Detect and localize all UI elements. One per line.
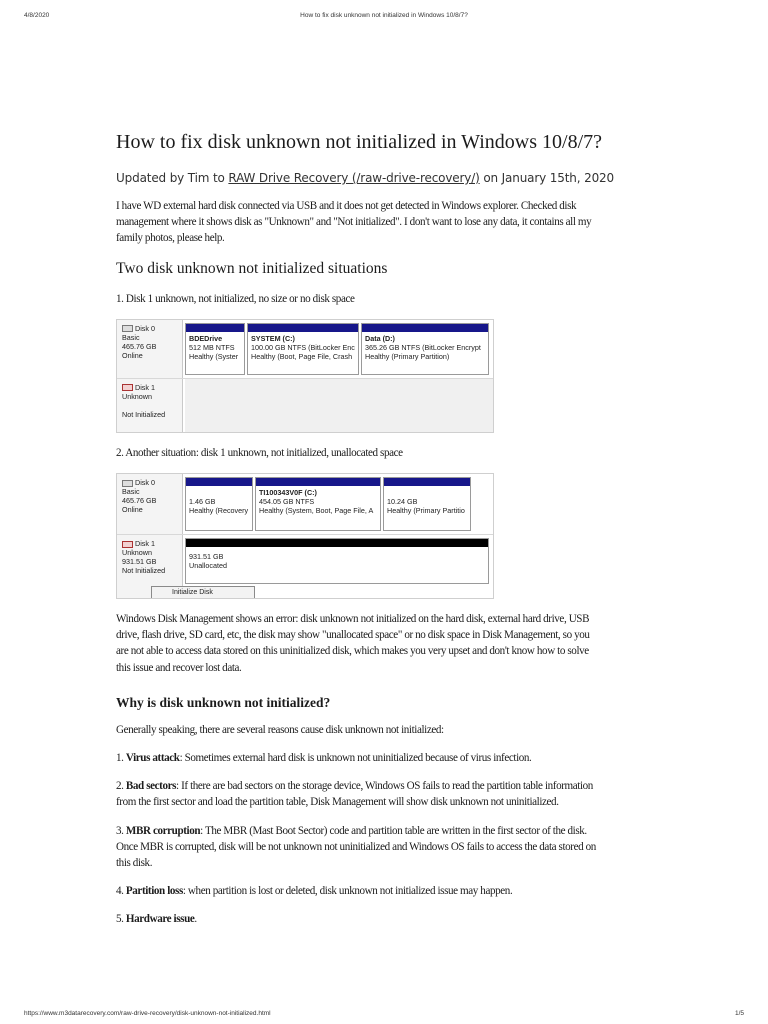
print-date: 4/8/2020 xyxy=(24,12,50,19)
unallocated-label: Unallocated xyxy=(189,561,227,571)
intro-paragraph: I have WD external hard disk connected via USB and it does not get detected in Windows explorer. Checked disk management where it shows disk as "Unknown" and "Not initialized". I don't want to lose any data, it contains all my family photos, please help. xyxy=(116,200,592,245)
disk-0-size: 465.76 GB xyxy=(122,341,157,351)
section-heading-situations: Two disk unknown not initialized situations xyxy=(116,259,388,277)
print-title: How to fix disk unknown not initialized in Windows 10/8/7? xyxy=(300,12,468,19)
page-number: 1/5 xyxy=(734,1010,744,1017)
situation-2-caption: 2. Another situation: disk 1 unknown, not initialized, unallocated space xyxy=(116,446,403,459)
disk-0-size: 465.76 GB xyxy=(122,496,157,506)
partition-status: Healthy (System, Boot, Page File, A xyxy=(259,506,374,516)
disk-1-row xyxy=(117,379,493,432)
partition-name: BDEDrive xyxy=(189,333,223,343)
reason-item: 1. Virus attack: Sometimes external hard disk is unknown not uninitialized because of virus infection. xyxy=(116,752,532,765)
disk-management-screenshot-1 xyxy=(116,319,494,433)
partition-size: 1.46 GB xyxy=(189,497,216,507)
disk-0-type: Basic xyxy=(122,332,140,342)
reason-item: 2. Bad sectors: If there are bad sectors on the storage device, Windows OS fails to read the partition table information from the first sector and load the partition table, Disk Management will show disk unknown not uninitialized. xyxy=(116,780,593,809)
disk-0-status: Online xyxy=(122,505,143,515)
partition-size: 10.24 GB xyxy=(387,497,418,507)
reason-term: Hardware issue xyxy=(125,913,195,926)
partition-primary[interactable] xyxy=(383,477,471,531)
reason-item: 5. Hardware issue. xyxy=(116,913,197,926)
partition-status: Healthy (Boot, Page File, Crash xyxy=(251,351,353,361)
partition-status: Healthy (Primary Partition) xyxy=(365,351,450,361)
unallocated-area xyxy=(185,538,490,584)
partition-status: Healthy (Recovery xyxy=(189,506,249,516)
partitions xyxy=(185,323,490,375)
byline-suffix: on January 15th, 2020 xyxy=(479,171,615,185)
partition-name: Data (D:) xyxy=(365,333,395,343)
partition-size: 454.05 GB NTFS xyxy=(259,497,315,507)
situation-1-caption: 1. Disk 1 unknown, not initialized, no size or no disk space xyxy=(116,292,355,305)
partition-name: SYSTEM (C:) xyxy=(251,333,295,343)
partition-size: 512 MB NTFS xyxy=(189,342,235,352)
disk-0-name: Disk 0 xyxy=(135,323,155,333)
byline-prefix: Updated by Tim to xyxy=(116,171,229,185)
reason-term: Virus attack xyxy=(125,752,180,765)
print-url[interactable]: https://www.m3datarecovery.com/raw-drive-recovery/disk-unknown-not-initialized.html xyxy=(24,1010,271,1017)
partition-name xyxy=(189,488,249,497)
partition-bdedrive[interactable] xyxy=(185,323,245,375)
byline xyxy=(116,170,615,186)
disk-0-row xyxy=(117,320,493,379)
reason-term: Partition loss xyxy=(125,885,183,898)
initialize-disk-menu-item[interactable]: Initialize Disk xyxy=(151,586,255,598)
partition-name: TI100343V0F (C:) xyxy=(259,488,317,498)
disk-1-row xyxy=(117,535,493,598)
category-link[interactable]: RAW Drive Recovery (/raw-drive-recovery/) xyxy=(228,171,480,185)
disk-0-status: Online xyxy=(122,350,143,360)
unallocated-size: 931.51 GB xyxy=(189,552,224,562)
partitions xyxy=(185,477,490,531)
disk-management-screenshot-2 xyxy=(116,473,494,599)
disk-1-empty-area xyxy=(185,379,493,432)
disk-1-label xyxy=(117,379,183,432)
reason-item: 3. MBR corruption: The MBR (Mast Boot Sector) code and partition table are written in the first sector of the disk. Once MBR is corrupted, disk will be not unknown not uninitialized and Windows OS fails to access the data stored on this disk. xyxy=(116,824,596,870)
partition-size: 365.26 GB NTFS (BitLocker Encrypt xyxy=(365,342,481,352)
disk-1-type: Unknown xyxy=(122,391,152,401)
disk-icon xyxy=(122,325,133,332)
partition-ti100343v0f-c[interactable] xyxy=(255,477,381,531)
unallocated-partition[interactable] xyxy=(185,538,489,584)
partition-recovery[interactable] xyxy=(185,477,253,531)
disk-error-icon xyxy=(122,541,133,548)
reason-term: MBR corruption xyxy=(125,824,201,837)
section-heading-why: Why is disk unknown not initialized? xyxy=(116,694,331,710)
disk-0-row xyxy=(117,474,493,535)
partition-size: 100.00 GB NTFS (BitLocker Enc xyxy=(251,342,355,352)
disk-icon xyxy=(122,480,133,487)
reason-term: Bad sectors xyxy=(125,780,177,793)
partition-status: Healthy (Primary Partitio xyxy=(387,506,465,516)
partition-name xyxy=(387,488,467,497)
disk-0-name: Disk 0 xyxy=(135,478,155,488)
disk-1-name: Disk 1 xyxy=(135,539,155,549)
partition-data-d[interactable] xyxy=(361,323,489,375)
reasons-intro: Generally speaking, there are several reasons cause disk unknown not initialized: xyxy=(116,723,444,736)
disk-0-type: Basic xyxy=(122,487,140,497)
disk-1-status: Not Initialized xyxy=(122,409,166,419)
reason-item: 4. Partition loss: when partition is lost or deleted, disk unknown not initialized issue may happen. xyxy=(116,885,513,898)
disk-1-name: Disk 1 xyxy=(135,382,155,392)
disk-1-status: Not Initialized xyxy=(122,566,166,576)
article-content xyxy=(116,128,615,940)
error-paragraph: Windows Disk Management shows an error: disk unknown not initialized on the hard disk, external hard drive, USB drive, flash drive, SD card, etc, the disk may show "unallocated space" or no disk space in Disk Management, so you are not able to access data stored on this uninitialized disk, which makes you very upset and don't know how to solve this issue and recover lost data. xyxy=(116,613,590,674)
disk-0-label xyxy=(117,474,183,534)
disk-0-label xyxy=(117,320,183,378)
disk-error-icon xyxy=(122,384,133,391)
page-title: How to fix disk unknown not initialized in Windows 10/8/7? xyxy=(116,131,603,153)
disk-1-type: Unknown xyxy=(122,548,152,558)
partition-status: Healthy (Syster xyxy=(189,351,239,361)
partition-system-c[interactable] xyxy=(247,323,359,375)
disk-1-size: 931.51 GB xyxy=(122,557,157,567)
